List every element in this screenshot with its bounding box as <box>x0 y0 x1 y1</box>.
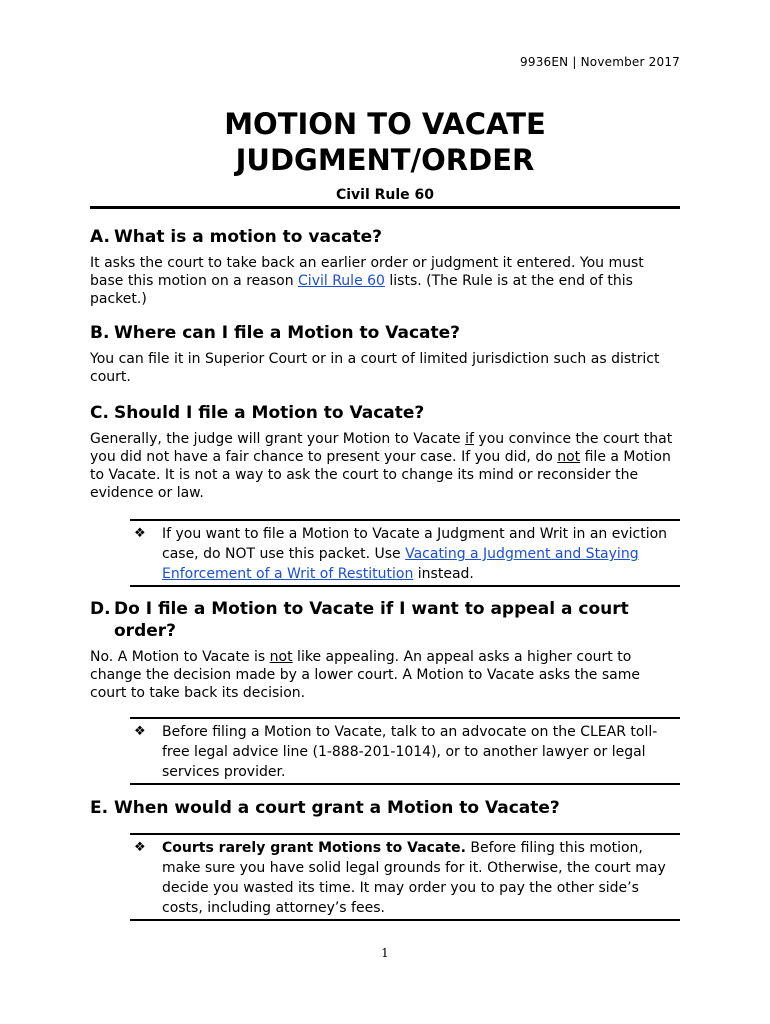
diamond-bullet-icon: ❖ <box>134 526 146 541</box>
section-d-heading <box>90 598 680 642</box>
section-d-heading-text: Do I file a Motion to Vacate if I want to appeal a court order? <box>114 599 629 641</box>
section-d-callout-text: Before filing a Motion to Vacate, talk to an advocate on the CLEAR toll-free legal advice line (1-888-201-1014), or to another lawyer or legal services provider. <box>162 724 658 780</box>
civil-rule-60-link[interactable]: Civil Rule 60 <box>298 273 385 289</box>
section-d-letter: D. <box>90 599 111 619</box>
section-d-underline-not: not <box>269 649 293 665</box>
diamond-bullet-icon: ❖ <box>134 724 146 739</box>
section-e-letter: E. <box>90 798 109 818</box>
section-c-callout-text-1: If you want to file a Motion to Vacate a Judgment and Writ in an eviction case, do NOT use this packet. Use <box>162 526 668 562</box>
section-d <box>90 598 680 702</box>
section-c-paragraph <box>90 430 680 502</box>
section-c-text-2: you convince the court that you did not have a fair chance to present your case. If you did, do <box>90 431 673 465</box>
section-c-callout-text-2: instead. <box>413 566 474 582</box>
section-d-paragraph <box>90 648 680 702</box>
section-c <box>90 402 680 502</box>
section-e-callout <box>130 833 680 921</box>
section-d-text-2: like appealing. An appeal asks a higher court to change the decision made by a lower court. A Motion to Vacate asks the same court to take back its decision. <box>90 649 640 701</box>
section-a-text-1: It asks the court to take back an earlier order or judgment it entered. You must base this motion on a reason <box>90 255 644 289</box>
title-line-2: JUDGMENT/ORDER <box>235 143 535 177</box>
section-c-heading-text: Should I file a Motion to Vacate? <box>114 403 425 423</box>
diamond-bullet-icon: ❖ <box>134 840 146 855</box>
section-e-heading <box>90 797 680 819</box>
section-b-paragraph: You can file it in Superior Court or in a court of limited jurisdiction such as district court. <box>90 351 660 385</box>
section-e-heading-text: When would a court grant a Motion to Vacate? <box>114 798 560 818</box>
page-number: 1 <box>381 946 389 960</box>
section-c-callout <box>130 519 680 587</box>
section-b-heading <box>90 322 680 344</box>
section-c-underline-not: not <box>557 449 581 465</box>
section-a <box>90 226 680 308</box>
title-line-1: MOTION TO VACATE <box>224 107 546 141</box>
vacating-judgment-link[interactable]: Vacating a Judgment and Staying Enforcement of a Writ of Restitution <box>162 546 639 582</box>
section-a-heading-text: What is a motion to vacate? <box>114 227 383 247</box>
section-a-letter: A. <box>90 227 110 247</box>
section-e-callout-bold: Courts rarely grant Motions to Vacate. <box>162 840 466 856</box>
section-a-text-2: lists. (The Rule is at the end of this packet.) <box>90 273 633 307</box>
section-b-heading-text: Where can I file a Motion to Vacate? <box>114 323 461 343</box>
section-d-text-1: No. A Motion to Vacate is <box>90 649 270 665</box>
section-c-underline-if: if <box>465 431 474 447</box>
section-b <box>90 322 680 386</box>
section-a-heading <box>90 226 680 248</box>
page-subtitle: Civil Rule 60 <box>335 187 435 203</box>
section-c-text-1: Generally, the judge will grant your Motion to Vacate <box>90 431 466 447</box>
section-a-paragraph <box>90 254 680 308</box>
section-b-letter: B. <box>90 323 110 343</box>
page-title <box>90 106 680 178</box>
section-e-callout-text-1: Before filing this motion, make sure you have solid legal grounds for it. Otherwise, the court may decide you wasted its time. It may order you to pay the other side’s costs, including attorney’s fees. <box>162 840 666 916</box>
section-c-letter: C. <box>90 403 109 423</box>
section-e <box>90 797 680 819</box>
section-e-callout-text <box>162 838 680 918</box>
section-c-text-3: file a Motion to Vacate. It is not a way to ask the court to change its mind or reconsider the evidence or law. <box>90 449 671 501</box>
section-c-heading <box>90 402 680 424</box>
form-number-date: 9936EN | November 2017 <box>520 55 680 69</box>
title-divider <box>90 206 680 209</box>
section-c-callout-text <box>162 524 680 584</box>
section-d-callout <box>130 717 680 785</box>
